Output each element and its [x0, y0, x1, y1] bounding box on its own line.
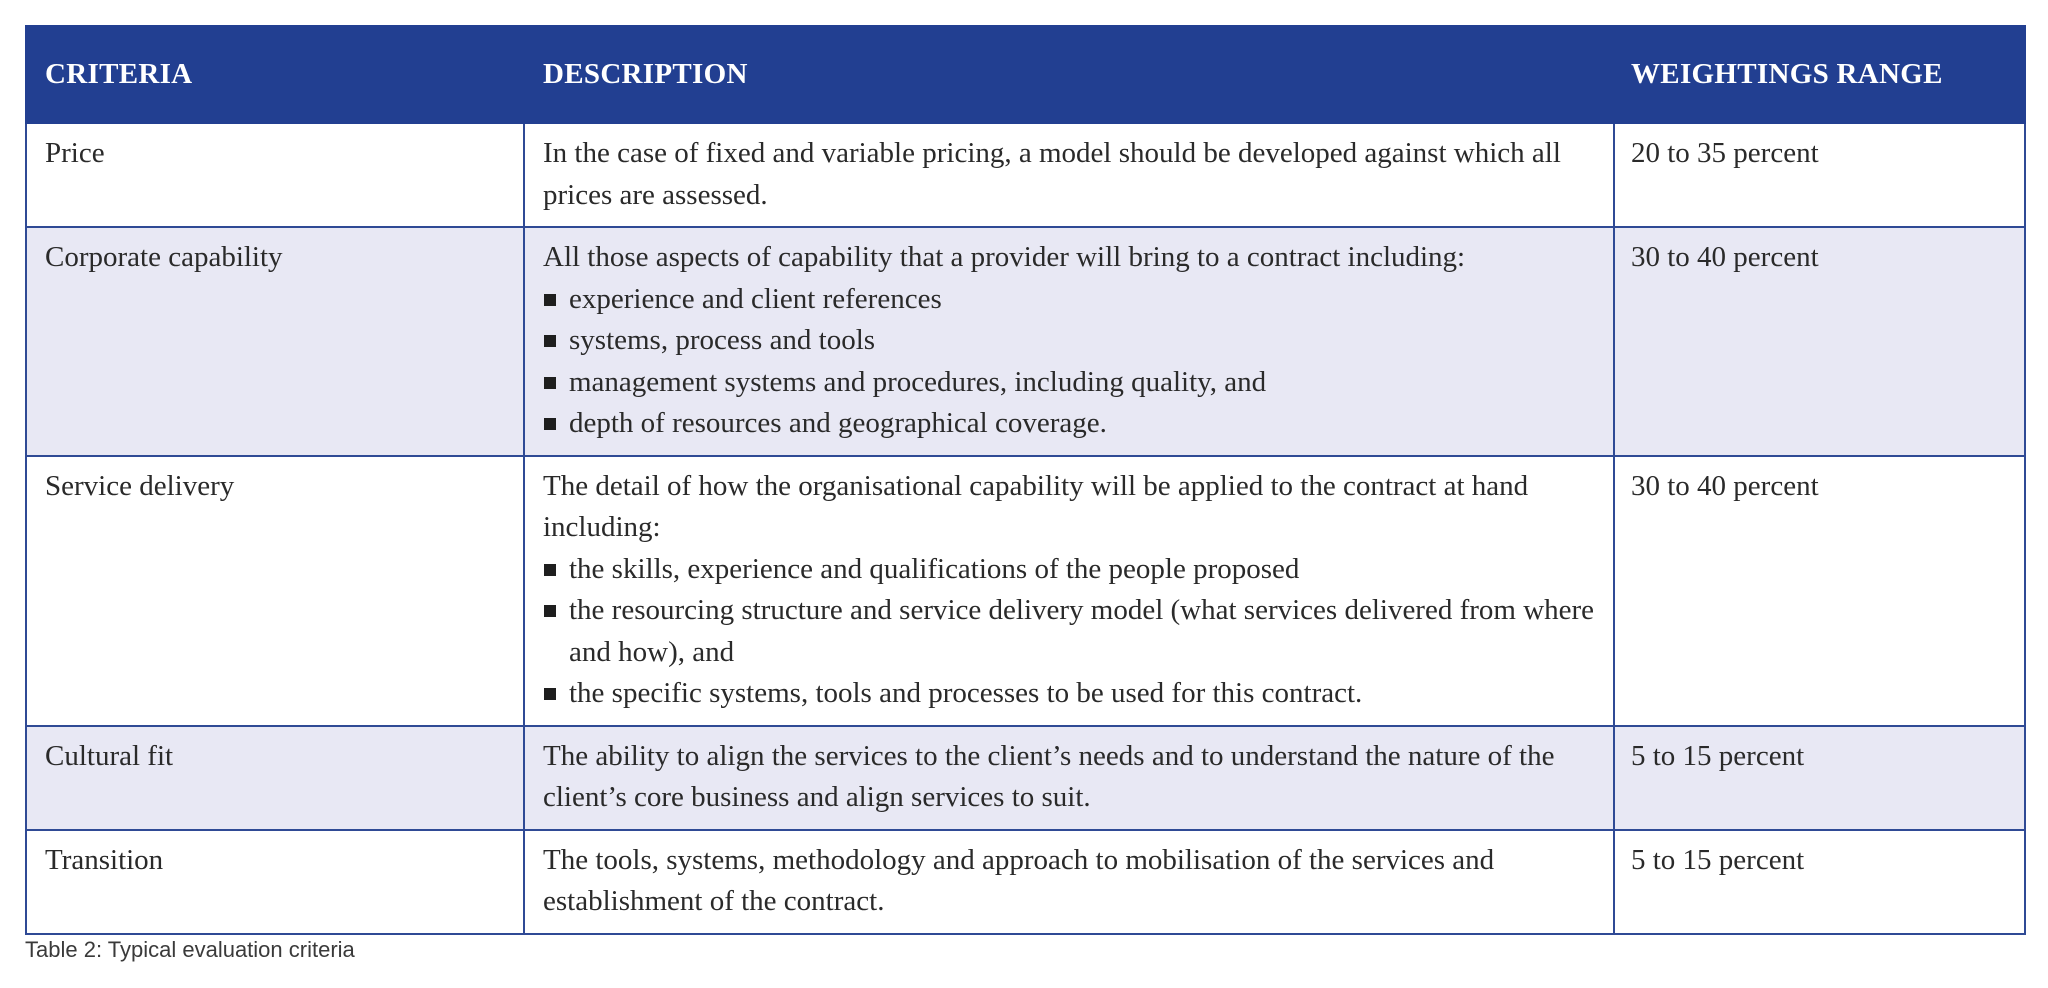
header-row — [26, 26, 2025, 123]
weightings-range-column-header: WEIGHTINGS RANGE — [1614, 26, 2025, 123]
description-cell — [524, 830, 1614, 934]
table-row — [26, 227, 2025, 456]
bullet-list — [543, 549, 1595, 715]
criteria-column-header: CRITERIA — [26, 26, 524, 123]
description-text: All those aspects of capability that a provider will bring to a contract including: — [543, 241, 1466, 273]
bullet-item — [543, 362, 1595, 404]
bullet-text: systems, process and tools — [569, 324, 876, 356]
description-cell — [524, 726, 1614, 830]
weighting-cell: 30 to 40 percent — [1614, 227, 2025, 456]
bullet-item — [543, 549, 1595, 591]
criteria-cell: Service delivery — [26, 456, 524, 726]
square-bullet-icon — [544, 377, 556, 389]
square-bullet-icon — [544, 335, 556, 347]
bullet-text: management systems and procedures, including quality, and — [569, 365, 1267, 398]
criteria-cell: Corporate capability — [26, 227, 524, 456]
square-bullet-icon — [544, 564, 556, 576]
square-bullet-icon — [544, 294, 556, 306]
table-body — [26, 123, 2025, 934]
description-cell — [524, 123, 1614, 227]
weighting-cell: 5 to 15 percent — [1614, 830, 2025, 934]
description-text: The ability to align the services to the client’s needs and to understand the nature of the client’s core business and align services to suit. — [543, 739, 1555, 813]
square-bullet-icon — [544, 688, 556, 700]
bullet-list — [543, 279, 1595, 445]
criteria-cell: Cultural fit — [26, 726, 524, 830]
table-header — [26, 26, 2025, 123]
weighting-cell: 20 to 35 percent — [1614, 123, 2025, 227]
weighting-cell: 5 to 15 percent — [1614, 726, 2025, 830]
bullet-item — [543, 320, 1595, 362]
bullet-text: experience and client references — [569, 282, 942, 315]
weighting-cell: 30 to 40 percent — [1614, 456, 2025, 726]
bullet-text: the specific systems, tools and processes to be used for this contract. — [569, 677, 1363, 709]
criteria-cell: Transition — [26, 830, 524, 934]
table-caption: Table 2: Typical evaluation criteria — [25, 937, 355, 962]
square-bullet-icon — [544, 418, 556, 430]
bullet-item — [543, 590, 1595, 673]
description-cell — [524, 227, 1614, 456]
description-text: The detail of how the organisational capability will be applied to the contract at hand including: — [543, 469, 1529, 543]
evaluation-criteria-table — [25, 25, 2026, 935]
evaluation-criteria-table-container — [25, 25, 2024, 935]
bullet-text: the resourcing structure and service delivery model (what services delivered from where and how), and — [569, 594, 1595, 668]
description-cell — [524, 456, 1614, 726]
table-row — [26, 830, 2025, 934]
table-row — [26, 123, 2025, 227]
table-row — [26, 456, 2025, 726]
square-bullet-icon — [544, 605, 556, 617]
criteria-cell: Price — [26, 123, 524, 227]
description-text: In the case of fixed and variable pricing, a model should be developed against which all prices are assessed. — [543, 137, 1561, 211]
bullet-item — [543, 673, 1595, 715]
bullet-item — [543, 279, 1595, 321]
description-text: The tools, systems, methodology and approach to mobilisation of the services and establishment of the contract. — [543, 843, 1495, 917]
bullet-item — [543, 403, 1595, 445]
description-column-header: DESCRIPTION — [524, 26, 1614, 123]
bullet-text: the skills, experience and qualifications of the people proposed — [569, 552, 1300, 585]
table-row — [26, 726, 2025, 830]
bullet-text: depth of resources and geographical coverage. — [569, 407, 1107, 439]
